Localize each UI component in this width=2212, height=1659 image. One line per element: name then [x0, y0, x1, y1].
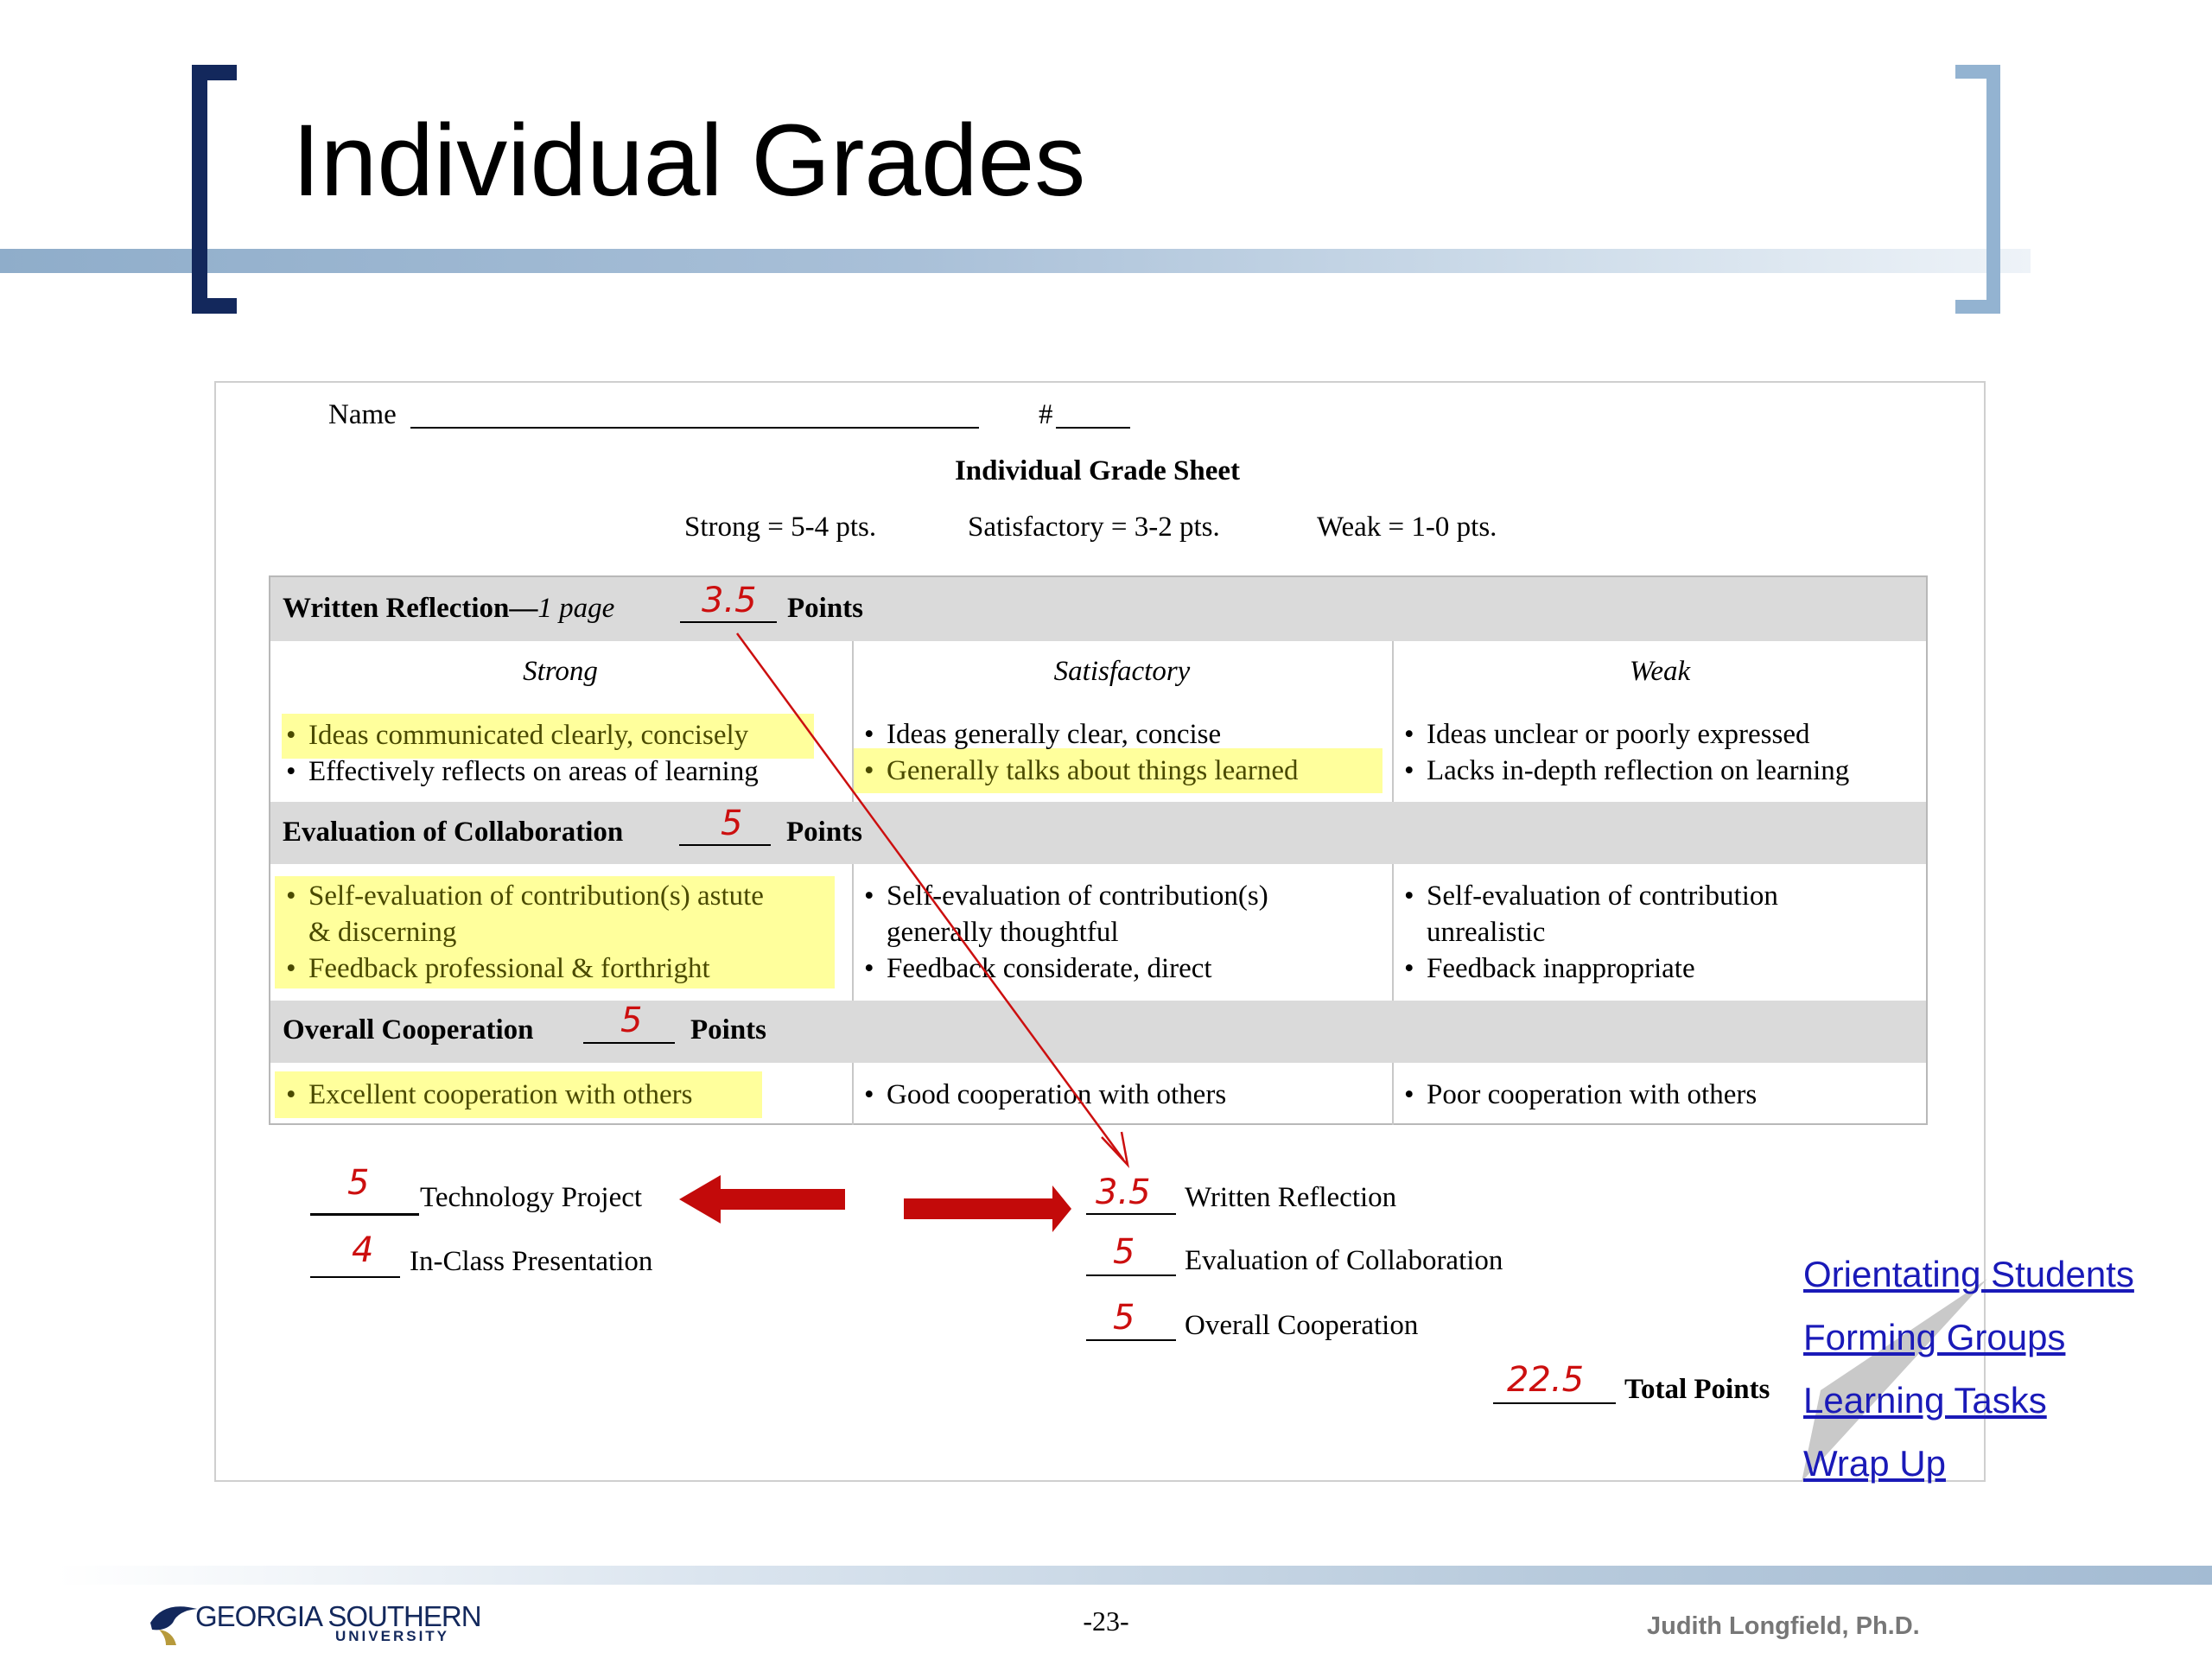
score-summary-collaboration: 5 [1113, 1232, 1135, 1272]
criterion: • Feedback considerate, direct [861, 950, 1268, 987]
logo-subword: UNIVERSITY [335, 1628, 450, 1644]
score-total: 22.5 [1507, 1360, 1585, 1400]
number-label: # [1039, 399, 1053, 430]
label-technology-project: Technology Project [420, 1182, 643, 1213]
section-title-cooperation: Overall Cooperation [283, 1014, 534, 1046]
link-forming-groups[interactable]: Forming Groups [1803, 1317, 2066, 1357]
link-learning-tasks[interactable]: Learning Tasks [1803, 1380, 2047, 1421]
score-collaboration: 5 [721, 804, 743, 843]
right-arrow [904, 1185, 1071, 1232]
score-written: 3.5 [702, 581, 757, 620]
criterion: • Excellent cooperation with others [283, 1077, 692, 1113]
name-label: Name [328, 399, 397, 430]
left-arrow [679, 1175, 845, 1224]
author-credit: Judith Longfield, Ph.D. [1647, 1612, 1920, 1640]
label-in-class-presentation: In-Class Presentation [410, 1246, 653, 1277]
page-number: -23- [1083, 1605, 1129, 1637]
criterion: • Self-evaluation of contribution(s) astute [283, 878, 764, 914]
scale-strong: Strong = 5-4 pts. [684, 512, 877, 543]
footer-band [56, 1566, 2212, 1585]
criterion-continued: generally thoughtful [887, 917, 1119, 948]
label-total: Total Points [1624, 1374, 1770, 1405]
criterion: • Feedback professional & forthright [283, 950, 764, 987]
scale-weak: Weak = 1-0 pts. [1317, 512, 1497, 543]
criterion: • Self-evaluation of contribution(s) [861, 878, 1268, 914]
points-label: Points [690, 1014, 767, 1046]
link-orientating-students[interactable]: Orientating Students [1803, 1254, 2134, 1294]
criterion-continued: & discerning [308, 917, 457, 948]
criterion: • Generally talks about things learned [861, 753, 1299, 789]
criterion: • Good cooperation with others [861, 1077, 1226, 1113]
criterion: • Ideas communicated clearly, concisely [283, 717, 759, 753]
criterion: • Self-evaluation of contribution [1401, 878, 1778, 914]
criterion: • Ideas generally clear, concise [861, 716, 1299, 753]
sheet-heading: Individual Grade Sheet [954, 455, 1241, 486]
section-subtitle: 1 page [537, 593, 615, 624]
nav-links [1803, 1243, 2134, 1495]
label-summary-written: Written Reflection [1185, 1182, 1397, 1213]
slide-title: Individual Grades [292, 104, 1086, 218]
points-label: Points [787, 593, 864, 624]
points-label: Points [786, 817, 863, 848]
score-summary-written: 3.5 [1096, 1173, 1151, 1212]
score-technology-project: 5 [347, 1163, 370, 1203]
section-title-collaboration: Evaluation of Collaboration [283, 817, 624, 848]
diagonal-arrow-line [737, 633, 1123, 1160]
criterion: • Feedback inappropriate [1401, 950, 1778, 987]
logo-wordmark: GEORGIA SOUTHERN [195, 1600, 481, 1632]
score-summary-cooperation: 5 [1113, 1298, 1135, 1338]
criterion: • Effectively reflects on areas of learning [283, 753, 759, 790]
scale-satisfactory: Satisfactory = 3-2 pts. [968, 512, 1220, 543]
label-summary-cooperation: Overall Cooperation [1185, 1310, 1419, 1341]
column-header-text: Satisfactory [1053, 656, 1191, 687]
criterion-continued: unrealistic [1427, 917, 1546, 948]
section-title-text: Written Reflection— [283, 593, 538, 624]
score-in-class-presentation: 4 [352, 1230, 374, 1270]
link-wrap-up[interactable]: Wrap Up [1803, 1443, 1946, 1484]
column-header-text: Strong [523, 656, 598, 687]
criterion: • Lacks in-depth reflection on learning [1401, 753, 1849, 789]
criterion: • Ideas unclear or poorly expressed [1401, 716, 1849, 753]
score-cooperation: 5 [620, 1001, 643, 1040]
criterion: • Poor cooperation with others [1401, 1077, 1757, 1113]
column-header-text: Weak [1629, 656, 1691, 687]
label-summary-collaboration: Evaluation of Collaboration [1185, 1245, 1503, 1276]
